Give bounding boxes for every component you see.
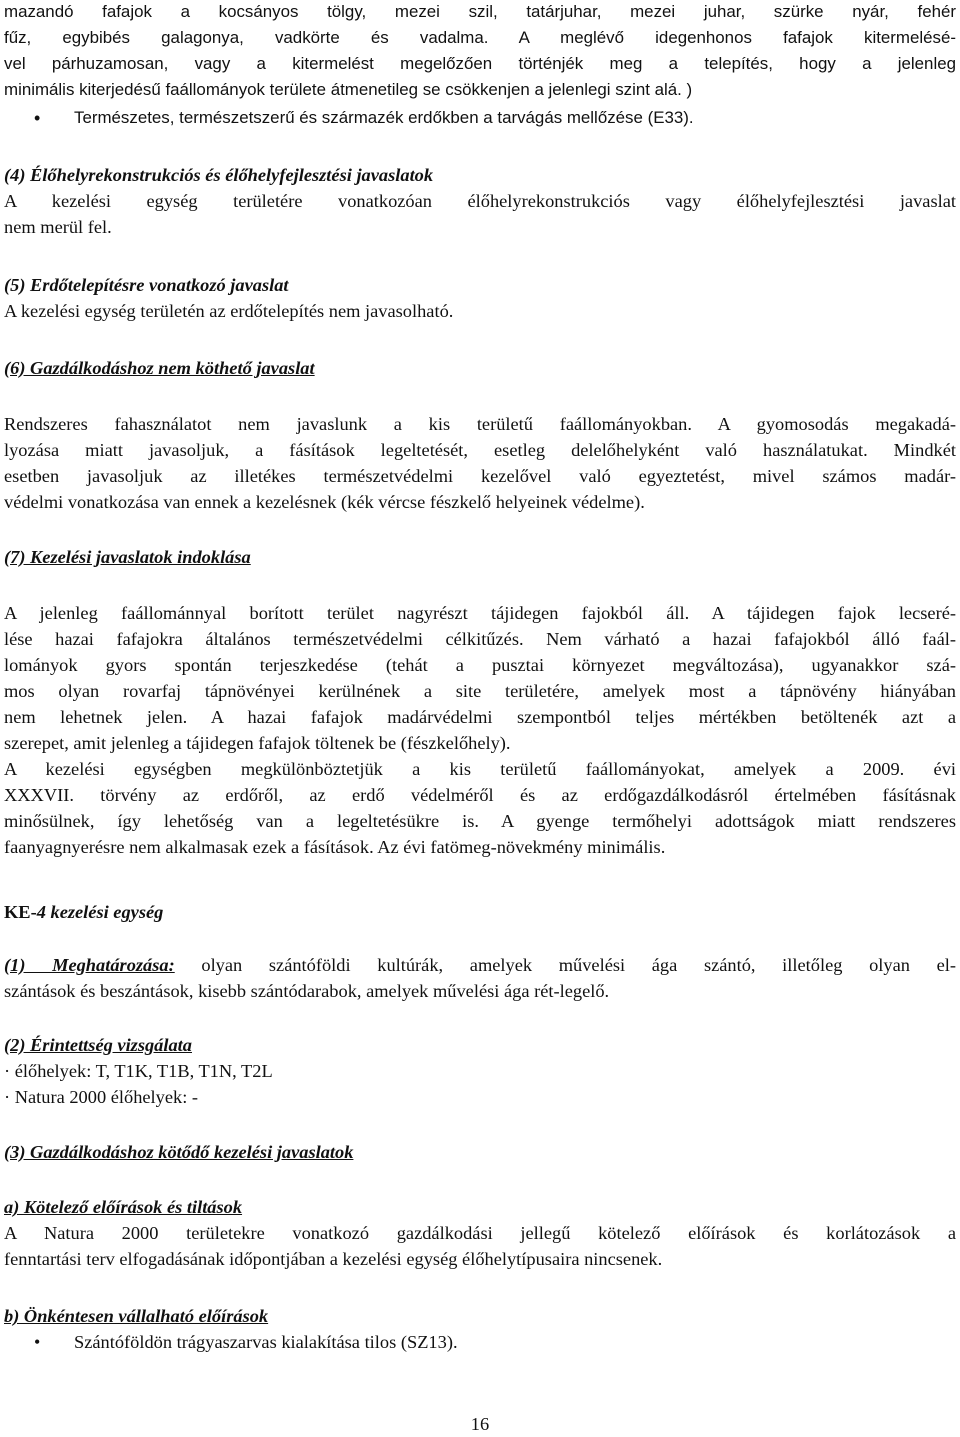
text-line: faanyagnyerésre nem alkalmasak ezek a fásítások. Az évi fatömeg-növekmény minimális. <box>4 837 666 857</box>
text-line: mazandó fafajok a kocsányos tölgy, mezei szil, tatárjuhar, mezei juhar, szürke nyár, fehér <box>4 2 956 21</box>
text-line: XXXVII. törvény az erdőről, az erdő védelméről és az erdőgazdálkodásról értelmében fásításnak <box>4 785 956 805</box>
section-heading: (2) Érintettség vizsgálata <box>4 1035 192 1055</box>
section-k3 <box>4 1139 956 1165</box>
section-4 <box>4 162 956 240</box>
text-line: olyan szántóföldi kultúrák, amelyek művelési ága szántó, illetőleg olyan el- <box>174 955 956 975</box>
text-line: Rendszeres fahasználatot nem javaslunk a kis területű faállományokban. A gyomosodás megakadá- <box>4 414 956 434</box>
list-item: • Szántóföldön trágyaszarvas kialakítása tilos (SZ13). <box>4 1329 956 1355</box>
text-line: mos olyan rovarfaj tápnövényei kerülnének a site területére, amelyek most a tápnövény hiányában <box>4 681 956 701</box>
text-line: szerepet, amit jelenleg a tájidegen fafajok töltenek be (fészkelőhely). <box>4 733 511 753</box>
text-line: lományok gyors spontán terjeszkedése (tehát a pusztai környezet megváltozása), ugyanakkor szá- <box>4 655 956 675</box>
section-heading: (4) Élőhelyrekonstrukciós és élőhelyfejlesztési javaslatok <box>4 165 434 185</box>
definition-label: (1) Meghatározása: <box>4 955 175 975</box>
section-k1 <box>4 952 956 1004</box>
section-heading: (5) Erdőtelepítésre vonatkozó javaslat <box>4 275 289 295</box>
unit-title: 4 kezelési egység <box>36 902 164 922</box>
text-line: vel párhuzamosan, vagy a kitermelést megelőzően történjék meg a telepítés, hogy a jelenleg <box>4 54 956 73</box>
text-line: minimális kiterjedésű faállományok területe átmenetileg se csökkenjen a jelenlegi szint alá. ) <box>4 80 693 99</box>
list-item: • Természetes, természetszerű és származék erdőkben a tarvágás mellőzése (E33). <box>4 105 956 131</box>
text-line: védelmi vonatkozása van ennek a kezelésnek (kék vércse fészkelő helyeinek védelme). <box>4 492 645 512</box>
text-line: A kezelési egység területén az erdőtelepítés nem javasolható. <box>4 301 454 321</box>
section-heading: (7) Kezelési javaslatok indoklása <box>4 547 251 567</box>
page-number: 16 <box>470 1414 490 1434</box>
text-line: minősülnek, így lehetőség van a legeltetésükre is. A gyenge termőhelyi adottságok miatt rendszeres <box>4 811 956 831</box>
section-k2 <box>4 1032 956 1110</box>
text-line: A kezelési egységben megkülönböztetjük a kis területű faállományokat, amelyek a 2009. évi <box>4 759 956 779</box>
text-line: A Natura 2000 területekre vonatkozó gazdálkodási jellegű kötelező előírások és korlátozások a <box>4 1223 956 1243</box>
section-7 <box>4 544 956 570</box>
section-heading: (6) Gazdálkodáshoz nem köthető javaslat <box>4 358 315 378</box>
unit-prefix: KE- <box>4 902 37 922</box>
bullet-list <box>4 105 956 131</box>
list-item: · élőhelyek: T, T1K, T1B, T1N, T2L <box>4 1061 273 1081</box>
section-7-body <box>4 600 956 860</box>
section-heading: b) Önkéntesen vállalható előírások <box>4 1306 269 1326</box>
unit-heading <box>4 899 956 925</box>
section-6 <box>4 355 956 381</box>
section-heading: (3) Gazdálkodáshoz kötődő kezelési javaslatok <box>4 1142 354 1162</box>
text-line: szántások és beszántások, kisebb szántódarabok, amelyek művelési ága rét-legelő. <box>4 981 610 1001</box>
text-line: lyozása miatt javasoljuk, a fásítások legeltetését, esetleg delelőhelyként való használatukat. Mindkét <box>4 440 956 460</box>
text-line: nem merül fel. <box>4 217 112 237</box>
section-5 <box>4 272 956 324</box>
text-line: lése hazai fafajokra általános természetvédelmi célkitűzés. Nem várható a hazai fafajokból álló faál- <box>4 629 956 649</box>
text-line: fenntartási terv elfogadásának időpontjában a kezelési egység élőhelytípusaira nincsenek. <box>4 1249 663 1269</box>
text-line: nem lehetnek jelen. A hazai fafajok madárvédelmi szempontból teljes mértékben betöltenék azt a <box>4 707 956 727</box>
text-line: A jelenleg faállománnyal borított terület nagyrészt tájidegen fajokból áll. A tájidegen fajok lecseré- <box>4 603 956 623</box>
section-6-body <box>4 411 956 515</box>
intro-paragraph <box>4 0 956 103</box>
text-line: esetben javasoljuk az illetékes természetvédelmi kezelővel való egyeztetést, mivel számos madár- <box>4 466 956 486</box>
text-line: A kezelési egység területére vonatkozóan élőhelyrekonstrukciós vagy élőhelyfejlesztési javaslat <box>4 191 956 211</box>
text-line: fűz, egybibés galagonya, vadkörte és vadalma. A meglévő idegenhonos fafajok kitermelésé- <box>4 28 956 47</box>
list-item: · Natura 2000 élőhelyek: - <box>4 1087 199 1107</box>
section-kb <box>4 1303 956 1355</box>
section-ka <box>4 1194 956 1272</box>
section-heading: a) Kötelező előírások és tiltások <box>4 1197 243 1217</box>
